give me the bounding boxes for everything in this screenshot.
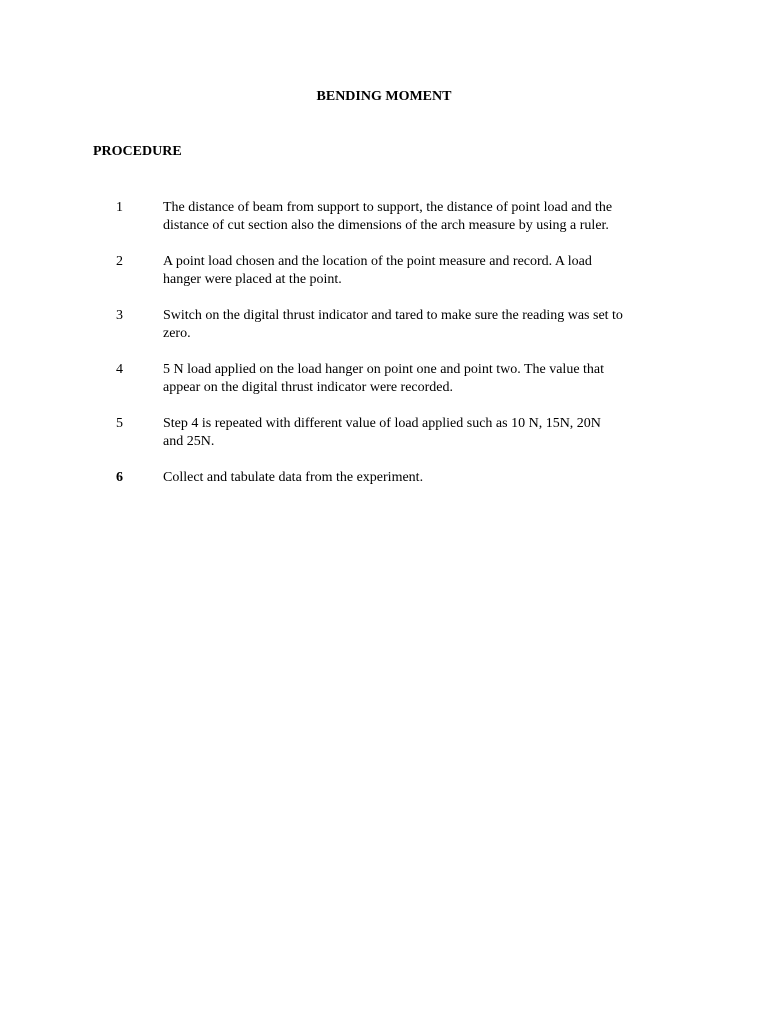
step-text bbox=[163, 307, 683, 343]
step-text bbox=[163, 253, 683, 289]
step-number: 3 bbox=[116, 308, 123, 323]
procedure-step-4 bbox=[0, 361, 768, 415]
step-number: 4 bbox=[116, 362, 123, 377]
step-number: 1 bbox=[116, 200, 123, 215]
step-number: 2 bbox=[116, 254, 123, 269]
step-text-line: and 25N. bbox=[163, 434, 215, 449]
step-text-line: Step 4 is repeated with different value of load applied such as 10 N, 15N, 20N bbox=[163, 416, 601, 431]
step-text-line: hanger were placed at the point. bbox=[163, 272, 342, 287]
section-heading: PROCEDURE bbox=[93, 144, 182, 159]
step-text-line: distance of cut section also the dimensions of the arch measure by using a ruler. bbox=[163, 218, 609, 233]
step-number: 6 bbox=[116, 470, 123, 485]
step-number: 5 bbox=[116, 416, 123, 431]
step-text-line: appear on the digital thrust indicator were recorded. bbox=[163, 380, 453, 395]
page-title: BENDING MOMENT bbox=[316, 89, 452, 104]
step-text-line: 5 N load applied on the load hanger on point one and point two. The value that bbox=[163, 362, 605, 377]
procedure-steps bbox=[0, 199, 768, 523]
step-text bbox=[163, 361, 683, 397]
step-text-line: Collect and tabulate data from the experiment. bbox=[163, 470, 424, 485]
procedure-step-5 bbox=[0, 415, 768, 469]
step-text bbox=[163, 415, 683, 451]
step-text bbox=[163, 199, 683, 235]
step-text-line: A point load chosen and the location of the point measure and record. A load bbox=[163, 254, 592, 269]
step-text-line: Switch on the digital thrust indicator and tared to make sure the reading was set to bbox=[163, 308, 623, 323]
procedure-step-6 bbox=[0, 469, 768, 523]
procedure-step-2 bbox=[0, 253, 768, 307]
procedure-step-3 bbox=[0, 307, 768, 361]
step-text bbox=[163, 469, 683, 487]
step-text-line: The distance of beam from support to support, the distance of point load and the bbox=[163, 200, 613, 215]
procedure-step-1 bbox=[0, 199, 768, 253]
step-text-line: zero. bbox=[163, 326, 191, 341]
